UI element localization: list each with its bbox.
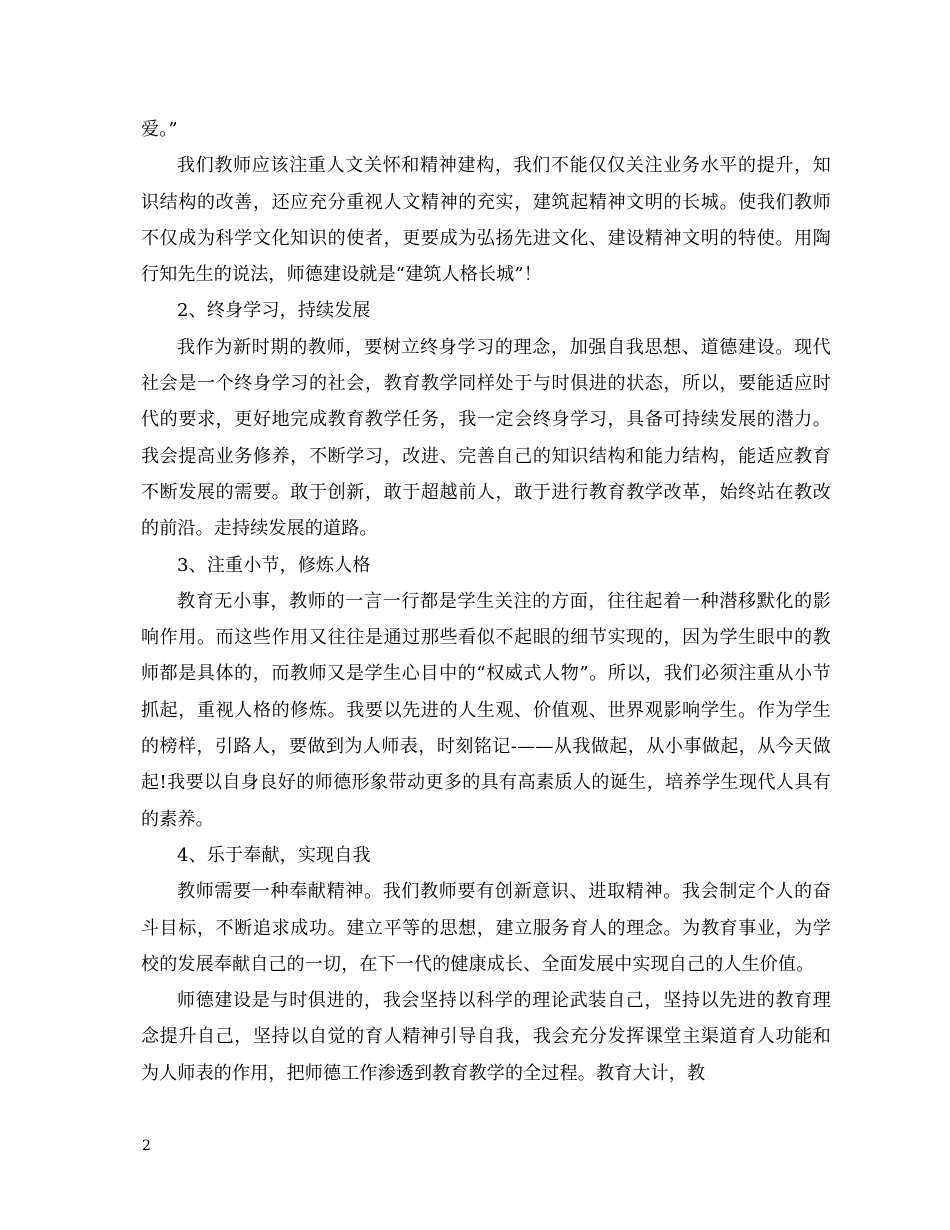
section-heading-dedication: 4、乐于奉献，实现自我 <box>177 844 371 866</box>
paragraph-lifelong-learning: 我作为新时期的教师，要树立终身学习的理念，加强自我思想、道德建设。现代社会是一个终身学习的社会，教育教学同样处于与时俱进的状态，所以，要能适应时代的要求，更好地完成教育教学任务，我一定会终身学习，具备可持续发展的潜力。我会提高业务修养，不断学习，改进、完善自己的知识结构和能力结构，能适应教育不断发展的需要。敢于创新，敢于超越前人，敢于进行教育教学改革，始终站在教改的前沿。走持续发展的道路。 <box>141 336 831 540</box>
paragraph-ethics-construction: 师德建设是与时俱进的，我会坚持以科学的理论武装自己，坚持以先进的教育理念提升自己，坚持以自觉的育人精神引导自我，我会充分发挥课堂主渠道育人功能和为人师表的作用，把师德工作渗透到教育教学的全过程。教育大计，教 <box>141 990 831 1084</box>
paragraph-closing-quote: 爱。” <box>141 119 178 140</box>
paragraph-details-character: 教育无小事，教师的一言一行都是学生关注的方面，往往起着一种潜移默化的影响作用。而这些作用又往往是通过那些看似不起眼的细节实现的，因为学生眼中的教师都是具体的，而教师又是学生心目中的“权威式人物”。所以，我们必须注重从小节抓起，重视人格的修炼。我要以先进的人生观、价值观、世界观影响学生。作为学生的榜样，引路人，要做到为人师表，时刻铭记-——从我做起，从小事做起，从今天做起!我要以自身良好的师德形象带动更多的具有高素质人的诞生，培养学生现代人具有的素养。 <box>141 590 831 830</box>
paragraph-dedication: 教师需要一种奉献精神。我们教师要有创新意识、进取精神。我会制定个人的奋斗目标，不断追求成功。建立平等的思想，建立服务育人的理念。为教育事业，为学校的发展奉献自己的一切，在下一代的健康成长、全面发展中实现自己的人生价值。 <box>141 881 831 975</box>
page-number: 2 <box>142 1138 151 1154</box>
document-body <box>141 112 831 1092</box>
section-heading-lifelong-learning: 2、终身学习，持续发展 <box>177 300 371 322</box>
section-heading-details-character: 3、注重小节，修炼人格 <box>177 554 371 576</box>
paragraph-humanistic-care: 我们教师应该注重人文关怀和精神建构，我们不能仅仅关注业务水平的提升，知识结构的改善，还应充分重视人文精神的充实，建筑起精神文明的长城。使我们教师不仅成为科学文化知识的使者，更要成为弘扬先进文化、建设精神文明的特使。用陶行知先生的说法，师德建设就是“建筑人格长城”！ <box>141 155 831 286</box>
